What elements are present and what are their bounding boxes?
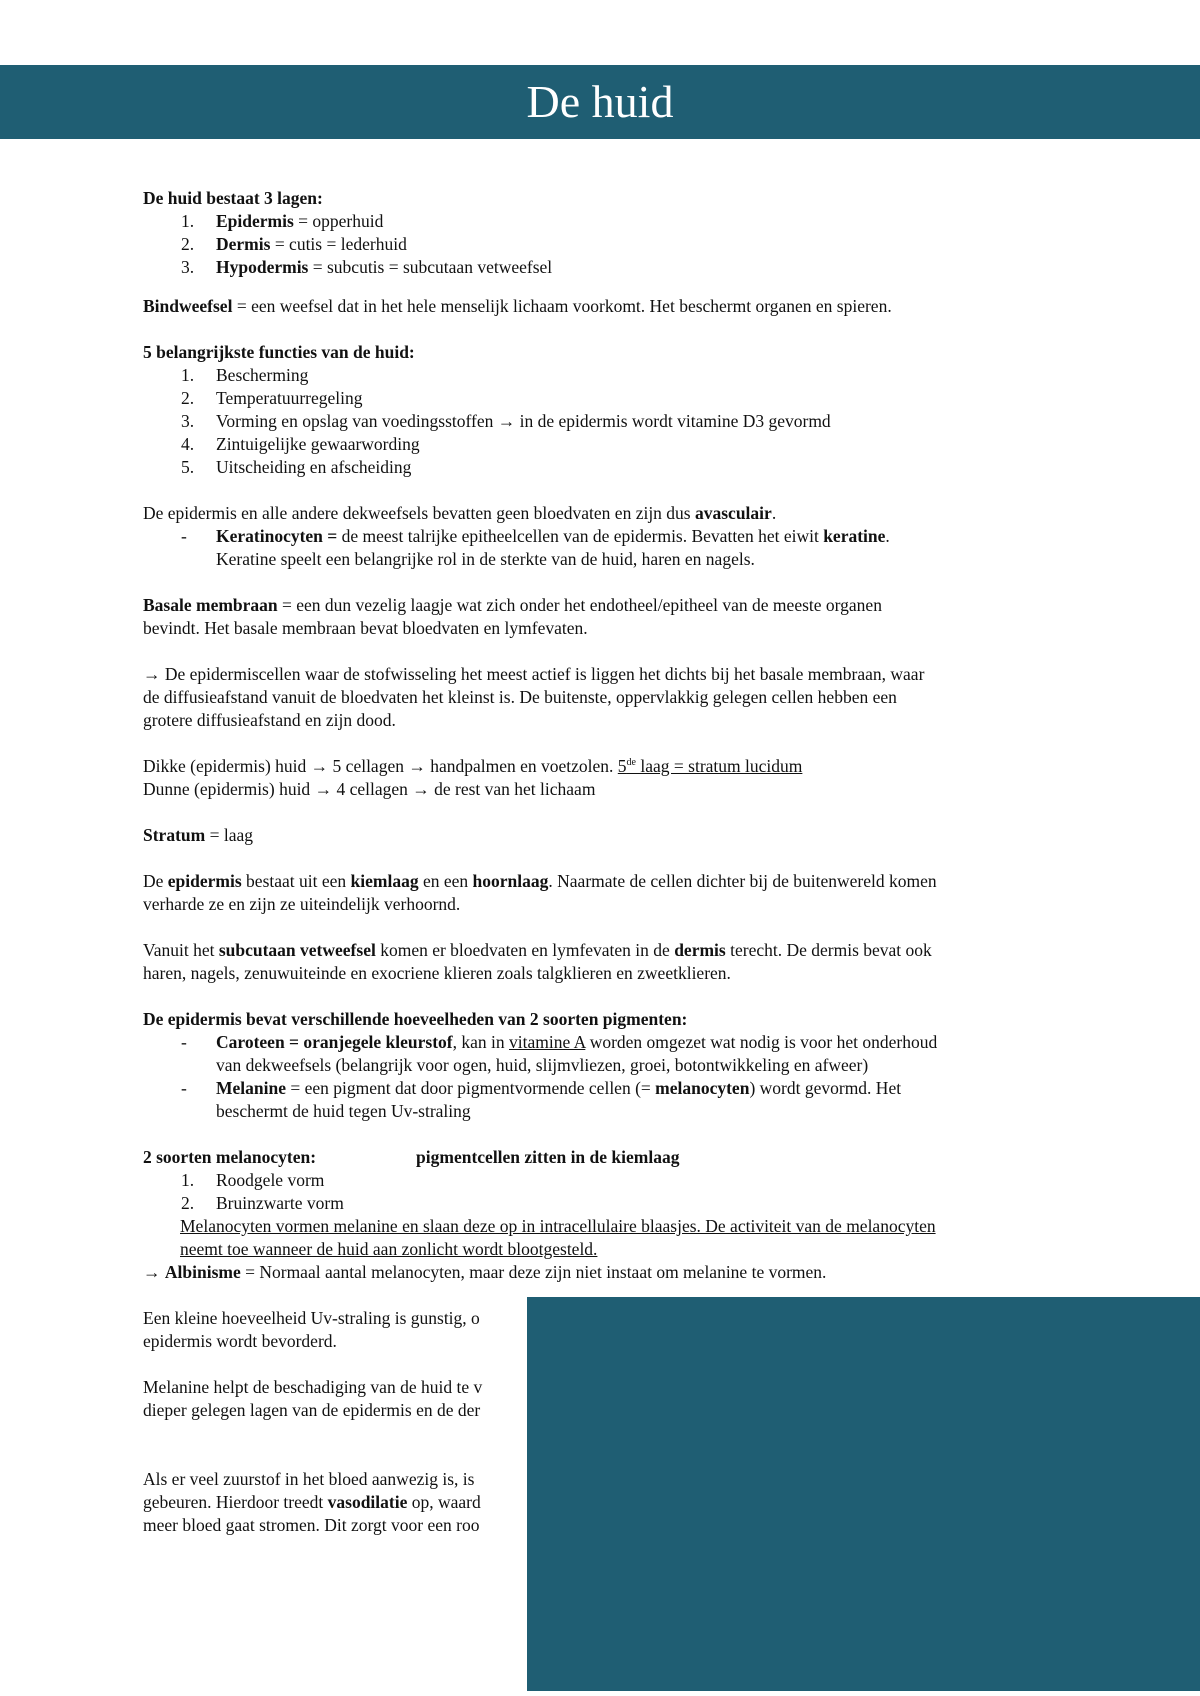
- functions-heading: 5 belangrijkste functies van de huid:: [143, 342, 415, 362]
- list-item: 2. Dermis = cutis = lederhuid: [181, 234, 407, 254]
- arrow-icon: →: [143, 1262, 161, 1282]
- uv-paragraph: Een kleine hoeveelheid Uv-straling is gunstig, o epidermis wordt bevorderd.: [143, 1308, 480, 1351]
- melanocyten-list: [143, 1169, 1073, 1215]
- list-item: 3. Vorming en opslag van voedingsstoffen → in de epidermis wordt vitamine D3 gevormd: [181, 411, 831, 431]
- melanine-helpt-paragraph: Melanine helpt de beschadiging van de huid te v dieper gelegen lagen van de epidermis en de der: [143, 1377, 483, 1420]
- pigments-heading: De epidermis bevat verschillende hoeveelheden van 2 soorten pigmenten:: [143, 1009, 688, 1029]
- list-item: 1. Bescherming: [181, 365, 309, 385]
- layers-list: [143, 210, 1073, 279]
- list-item: 1. Epidermis = opperhuid: [181, 211, 384, 231]
- melanocyten-heading: 2 soorten melanocyten: pigmentcellen zitten in de kiemlaag: [143, 1147, 680, 1167]
- list-item: 2. Bruinzwarte vorm: [181, 1193, 344, 1213]
- keratinocyten-item: - Keratinocyten = de meest talrijke epitheelcellen van de epidermis. Bevatten het eiwit keratine. Keratine speelt een belangrijke rol in de sterkte van de huid, haren en nagels.: [181, 526, 890, 569]
- list-item: 1. Roodgele vorm: [181, 1170, 325, 1190]
- avascular-paragraph: De epidermis en alle andere dekweefsels bevatten geen bloedvaten en zijn dus avasculair.: [143, 503, 777, 523]
- diffusie-paragraph: → De epidermiscellen waar de stofwisseling het meest actief is liggen het dichts bij het basale membraan, waar de diffusieafstand vanuit de bloedvaten het kleinst is. De buitenste, oppervlakkig gelegen cellen hebben een grotere diffusieafstand en zijn dood.: [143, 664, 925, 730]
- layers-heading: De huid bestaat 3 lagen:: [143, 188, 323, 208]
- arrow-icon: →: [412, 779, 430, 799]
- functions-list: [143, 364, 1073, 479]
- albinisme-line: → Albinisme = Normaal aantal melanocyten, maar deze zijn niet instaat om melanine te vormen.: [143, 1262, 827, 1282]
- subcutaan-paragraph: Vanuit het subcutaan vetweefsel komen er bloedvaten en lymfevaten in de dermis terecht. De dermis bevat ook haren, nagels, zenuwuiteinde en exocriene klieren zoals talgklieren en zweetklieren.: [143, 940, 932, 983]
- arrow-icon: →: [497, 411, 516, 431]
- arrow-icon: →: [143, 664, 161, 684]
- bindweefsel-paragraph: Bindweefsel = een weefsel dat in het hele menselijk lichaam voorkomt. Het beschermt organen en spieren.: [143, 296, 892, 316]
- page-title: De huid: [526, 76, 674, 127]
- cover-block: [527, 1297, 1200, 1691]
- list-item: 2. Temperatuurregeling: [181, 388, 363, 408]
- dunne-huid-line: Dunne (epidermis) huid → 4 cellagen → de rest van het lichaam: [143, 779, 596, 799]
- arrow-icon: →: [314, 779, 333, 799]
- kiemlaag-paragraph: De epidermis bestaat uit een kiemlaag en een hoornlaag. Naarmate de cellen dichter bij de buitenwereld komen verharde ze en zijn ze uiteindelijk verhoornd.: [143, 871, 937, 914]
- list-item: 5. Uitscheiding en afscheiding: [181, 457, 412, 477]
- basale-membraan-paragraph: Basale membraan = een dun vezelig laagje wat zich onder het endotheel/epitheel van de meeste organen bevindt. Het basale membraan bevat bloedvaten en lymfevaten.: [143, 595, 882, 638]
- page-title-banner: [0, 65, 1200, 139]
- melanine-item: - Melanine = een pigment dat door pigmentvormende cellen (= melanocyten) wordt gevormd. Het beschermt de huid tegen Uv-straling: [181, 1078, 902, 1121]
- stratum-paragraph: Stratum = laag: [143, 825, 253, 845]
- caroteen-item: - Caroteen = oranjegele kleurstof, kan in vitamine A worden omgezet wat nodig is voor het onderhoud van dekweefsels (belangrijk voor ogen, huid, slijmvliezen, groei, botontwikkeling en afweer): [181, 1032, 938, 1075]
- arrow-icon: →: [310, 756, 329, 776]
- dikke-huid-line: Dikke (epidermis) huid → 5 cellagen → handpalmen en voetzolen. 5de laag = stratum lucidum: [143, 756, 803, 776]
- zuurstof-paragraph: Als er veel zuurstof in het bloed aanwezig is, is gebeuren. Hierdoor treedt vasodilatie op, waard meer bloed gaat stromen. Dit zorgt voor een roo: [143, 1469, 481, 1535]
- arrow-icon: →: [408, 756, 426, 776]
- list-item: 3. Hypodermis = subcutis = subcutaan vetweefsel: [181, 257, 553, 277]
- list-item: 4. Zintuigelijke gewaarwording: [181, 434, 420, 454]
- melanocyten-underlined-note: Melanocyten vormen melanine en slaan deze op in intracellulaire blaasjes. De activiteit van de melanocyten neemt toe wanneer de huid aan zonlicht wordt blootgesteld.: [180, 1216, 936, 1259]
